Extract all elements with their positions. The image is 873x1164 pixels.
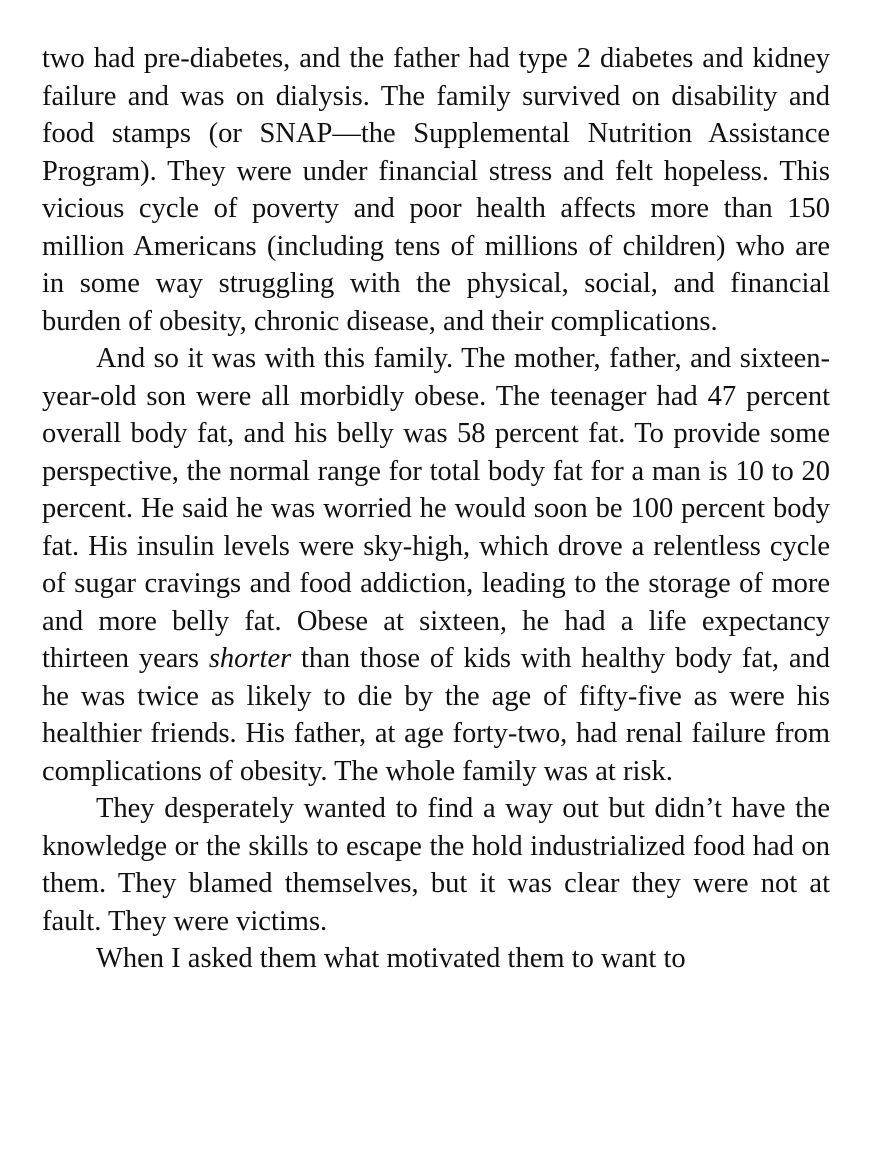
paragraph-3 xyxy=(42,790,830,940)
paragraph-2-text-start: And so it was with this family. The mother, father, and sixteen-year-old son were all morbidly obese. The teenager had 47 percent overall body fat, and his belly was 58 percent fat. To provide some perspective, the normal range for total body fat for a man is 10 to 20 percent. He said he was worried he would soon be 100 percent body fat. His insulin levels were sky-high, which drove a relentless cycle of sugar cravings and food addiction, leading to the storage of more and more belly fat. Obese at sixteen, he had a life expectancy thirteen years xyxy=(42,343,830,674)
book-page xyxy=(42,40,830,978)
paragraph-1-text: two had pre-diabetes, and the father had type 2 diabetes and kidney failure and was on dialysis. The family survived on disability and food stamps (or SNAP—the Supplemental Nutrition Assistance Program). They were under financial stress and felt hopeless. This vicious cycle of poverty and poor health affects more than 150 million Americans (including tens of millions of children) who are in some way struggling with the physical, social, and financial burden of obesity, chronic disease, and their complications. xyxy=(42,43,830,337)
paragraph-3-text: They desperately wanted to find a way out but didn’t have the knowledge or the skills to escape the hold industrialized food had on them. They blamed themselves, but it was clear they were not at fault. They were victims. xyxy=(42,793,830,937)
emphasis-shorter: shorter xyxy=(208,643,292,674)
paragraph-2-text-end: than those of kids with healthy body fat, and he was twice as likely to die by the age of fifty-five as were his healthier friends. His father, at age forty-two, had renal failure from complications of obesity. The whole family was at risk. xyxy=(42,643,830,787)
paragraph-2 xyxy=(42,340,830,790)
paragraph-4-text: When I asked them what motivated them to want to xyxy=(96,943,686,974)
paragraph-1 xyxy=(42,40,830,340)
paragraph-4 xyxy=(42,940,830,978)
